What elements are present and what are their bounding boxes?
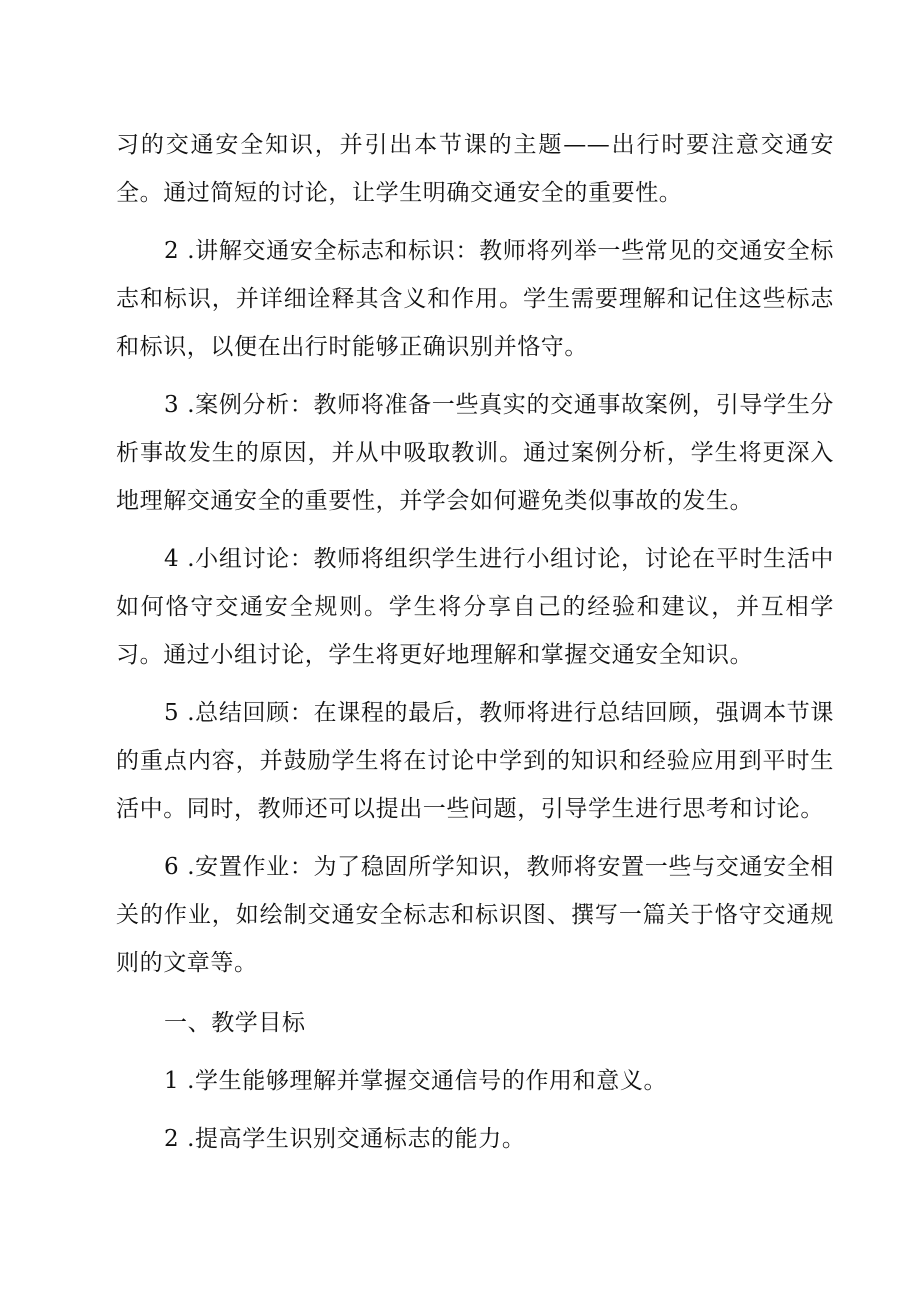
objective-item-2: 2 .提高学生识别交通标志的能力。 <box>164 1126 526 1152</box>
document-body <box>116 121 834 1163</box>
paragraph-continuation: 习的交通安全知识，并引出本节课的主题——出行时要注意交通安全。通过简短的讨论，让学生明确交通安全的重要性。 <box>116 132 834 206</box>
objective-item-1: 1 .学生能够理解并掌握交通信号的作用和意义。 <box>164 1068 668 1094</box>
paragraph-step-4: 4 .小组讨论：教师将组织学生进行小组讨论，讨论在平时生活中如何恪守交通安全规则。学生将分享自己的经验和建议，并互相学习。通过小组讨论，学生将更好地理解和掌握交通安全知识。 <box>116 546 834 668</box>
paragraph-step-6: 6 .安置作业：为了稳固所学知识，教师将安置一些与交通安全相关的作业，如绘制交通安全标志和标识图、撰写一篇关于恪守交通规则的文章等。 <box>116 854 834 976</box>
paragraph-step-2: 2 .讲解交通安全标志和标识：教师将列举一些常见的交通安全标志和标识，并详细诠释其含义和作用。学生需要理解和记住这些标志和标识，以便在出行时能够正确识别并恪守。 <box>116 238 834 360</box>
paragraph-step-5: 5 .总结回顾：在课程的最后，教师将进行总结回顾，强调本节课的重点内容，并鼓励学生将在讨论中学到的知识和经验应用到平时生活中。同时，教师还可以提出一些问题，引导学生进行思考和讨论。 <box>116 700 834 822</box>
paragraph-step-3: 3 .案例分析：教师将准备一些真实的交通事故案例，引导学生分析事故发生的原因，并从中吸取教训。通过案例分析，学生将更深入地理解交通安全的重要性，并学会如何避免类似事故的发生。 <box>116 392 834 514</box>
section-heading: 一、教学目标 <box>164 1010 306 1036</box>
